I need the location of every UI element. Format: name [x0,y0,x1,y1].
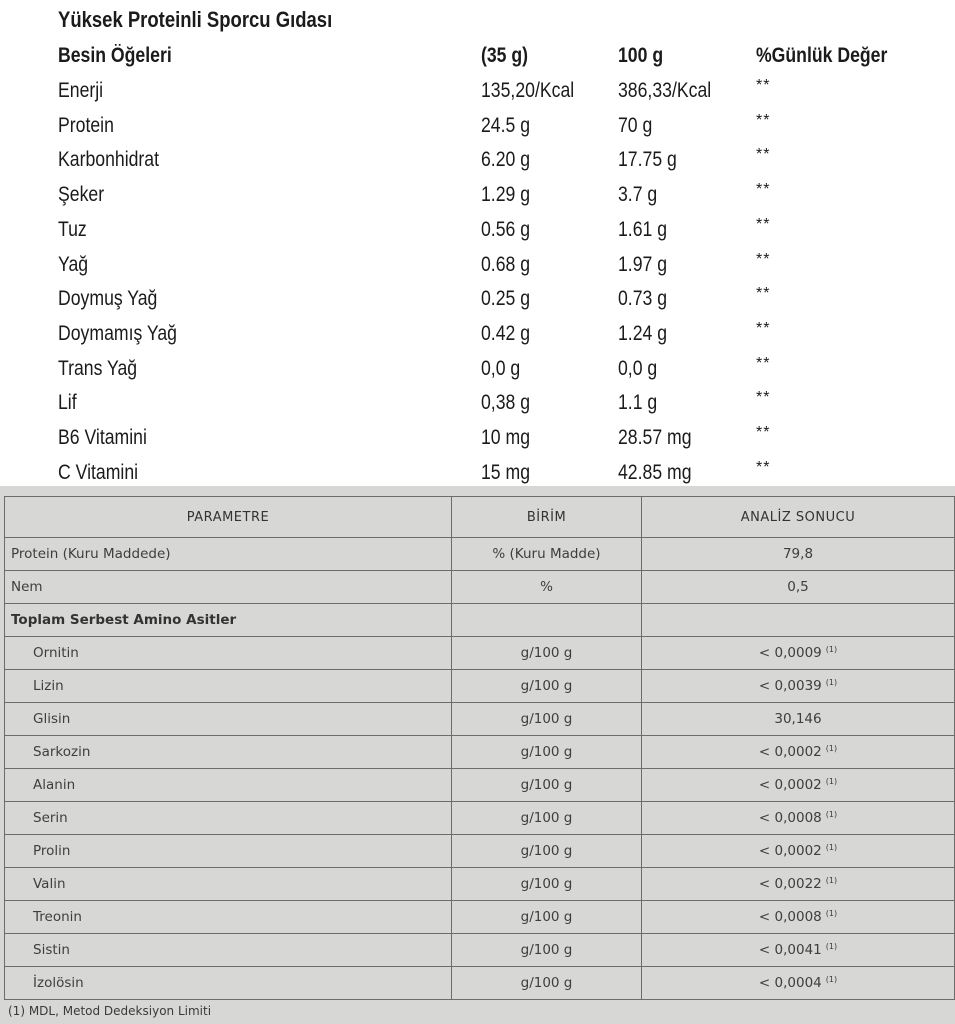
cell-result [642,736,955,769]
table-row [5,538,955,571]
portion-value: 0.56 g [481,217,531,241]
per-100g-value: 42.85 mg [618,460,692,484]
cell-result [642,670,955,703]
table-row [5,703,955,736]
cell-result [642,835,955,868]
result-value: < 0,0009 [758,645,822,662]
result-value: < 0,0002 [758,843,822,860]
daily-value: ** [756,389,771,407]
cell-parameter: Alanin [5,769,452,802]
header-nutrient: Besin Öğeleri [58,44,172,67]
result-value: < 0,0004 [758,975,822,992]
result-footnote-marker: (1) [825,644,838,654]
analysis-table [4,496,955,1000]
daily-value: ** [756,354,771,372]
cell-parameter: Treonin [5,901,452,934]
cell-unit: g/100 g [452,835,642,868]
portion-value: 0.42 g [481,321,531,345]
result-footnote-marker: (1) [825,941,838,951]
nutrient-name: Şeker [58,183,105,207]
cell-unit: g/100 g [452,769,642,802]
cell-parameter: Nem [5,571,452,604]
nutrient-name: Protein [58,113,114,137]
nutrient-name: Trans Yağ [58,356,138,380]
daily-value: ** [756,77,771,94]
cell-unit: g/100 g [452,868,642,901]
result-footnote-marker: (1) [825,842,838,852]
per-100g-value: 0.73 g [618,287,668,311]
daily-value: ** [756,146,771,164]
column-header-unit: BİRİM [452,497,642,538]
table-header-row [5,497,955,538]
cell-result [642,604,955,637]
table-row [5,967,955,1000]
result-value: 30,146 [774,711,822,727]
cell-parameter: Prolin [5,835,452,868]
column-header-parameter: PARAMETRE [5,497,452,538]
cell-parameter: Ornitin [5,637,452,670]
result-footnote-marker: (1) [825,875,838,885]
daily-value: ** [756,319,771,337]
portion-value: 0,0 g [481,356,521,380]
nutrient-name: Doymuş Yağ [58,287,158,311]
portion-value: 15 mg [481,460,531,484]
nutrient-name: B6 Vitamini [58,426,147,449]
cell-unit [452,604,642,637]
cell-parameter: Serin [5,802,452,835]
portion-value: 0,38 g [481,391,531,415]
nutrition-label [0,0,955,486]
per-100g-value: 386,33/Kcal [618,79,712,102]
daily-value: ** [756,111,771,129]
portion-value: 24.5 g [481,113,531,137]
cell-unit: g/100 g [452,637,642,670]
label-title: Yüksek Proteinli Sporcu Gıdası [58,7,333,32]
daily-value: ** [756,181,771,199]
portion-value: 6.20 g [481,148,531,172]
cell-unit: % [452,571,642,604]
cell-parameter: İzolösin [5,967,452,1000]
table-row [5,604,955,637]
analysis-table-body [5,538,955,1000]
result-footnote-marker: (1) [825,776,838,786]
result-footnote-marker: (1) [825,677,838,687]
nutrient-name: Karbonhidrat [58,148,160,172]
table-row [5,835,955,868]
analysis-report [0,486,955,1024]
per-100g-value: 1.1 g [618,391,658,415]
cell-unit: g/100 g [452,670,642,703]
portion-value: 10 mg [481,426,531,449]
cell-unit: g/100 g [452,703,642,736]
table-row [5,868,955,901]
per-100g-value: 1.61 g [618,217,668,241]
header-portion: (35 g) [481,44,529,67]
nutrient-name: Yağ [58,252,89,276]
result-value: < 0,0002 [758,744,822,761]
cell-result [642,769,955,802]
nutrient-name: Lif [58,391,77,415]
portion-value: 0.25 g [481,287,531,311]
result-footnote-marker: (1) [825,974,838,984]
per-100g-value: 70 g [618,113,653,137]
cell-parameter: Sarkozin [5,736,452,769]
portion-value: 1.29 g [481,183,531,207]
cell-result [642,967,955,1000]
cell-result [642,538,955,571]
cell-result [642,703,955,736]
result-value: < 0,0041 [758,942,822,959]
per-100g-value: 0,0 g [618,356,658,380]
cell-result [642,802,955,835]
result-value: 0,5 [787,579,809,595]
table-row [5,802,955,835]
daily-value: ** [756,424,771,441]
nutrient-name: Enerji [58,79,104,102]
cell-unit: g/100 g [452,934,642,967]
daily-value: ** [756,250,771,268]
cell-result [642,934,955,967]
cell-result [642,901,955,934]
per-100g-value: 1.24 g [618,321,668,345]
cell-parameter: Toplam Serbest Amino Asitler [5,604,452,637]
nutrient-name: Tuz [58,217,87,241]
table-row [5,901,955,934]
result-value: < 0,0008 [758,909,822,926]
daily-value: ** [756,458,771,476]
per-100g-value: 3.7 g [618,183,658,207]
table-row [5,736,955,769]
result-value: < 0,0039 [758,678,822,695]
table-row [5,571,955,604]
table-row [5,769,955,802]
daily-value: ** [756,285,771,303]
cell-result [642,571,955,604]
cell-unit: g/100 g [452,736,642,769]
cell-unit: % (Kuru Madde) [452,538,642,571]
portion-value: 0.68 g [481,252,531,276]
cell-result [642,868,955,901]
result-value: < 0,0022 [758,876,822,893]
cell-parameter: Sistin [5,934,452,967]
per-100g-value: 1.97 g [618,252,668,276]
result-value: 79,8 [782,546,814,562]
cell-result [642,637,955,670]
result-footnote-marker: (1) [825,809,838,819]
cell-unit: g/100 g [452,901,642,934]
result-footnote-marker: (1) [825,743,838,753]
footnote: (1) MDL, Metod Dedeksiyon Limiti [8,1004,212,1018]
result-value: < 0,0002 [758,777,822,794]
table-row [5,670,955,703]
table-row [5,637,955,670]
cell-parameter: Protein (Kuru Maddede) [5,538,452,571]
per-100g-value: 17.75 g [618,148,677,172]
cell-unit: g/100 g [452,967,642,1000]
cell-parameter: Glisin [5,703,452,736]
header-per-100g: 100 g [618,44,664,67]
column-header-result: ANALİZ SONUCU [642,497,955,538]
portion-value: 135,20/Kcal [481,79,575,102]
per-100g-value: 28.57 mg [618,426,692,449]
cell-parameter: Lizin [5,670,452,703]
result-footnote-marker: (1) [825,908,838,918]
header-daily-value: %Günlük Değer [756,44,888,67]
nutrient-name: Doymamış Yağ [58,321,177,345]
cell-unit: g/100 g [452,802,642,835]
cell-parameter: Valin [5,868,452,901]
daily-value: ** [756,215,771,233]
result-value: < 0,0008 [758,810,822,827]
table-row [5,934,955,967]
nutrient-name: C Vitamini [58,460,139,484]
